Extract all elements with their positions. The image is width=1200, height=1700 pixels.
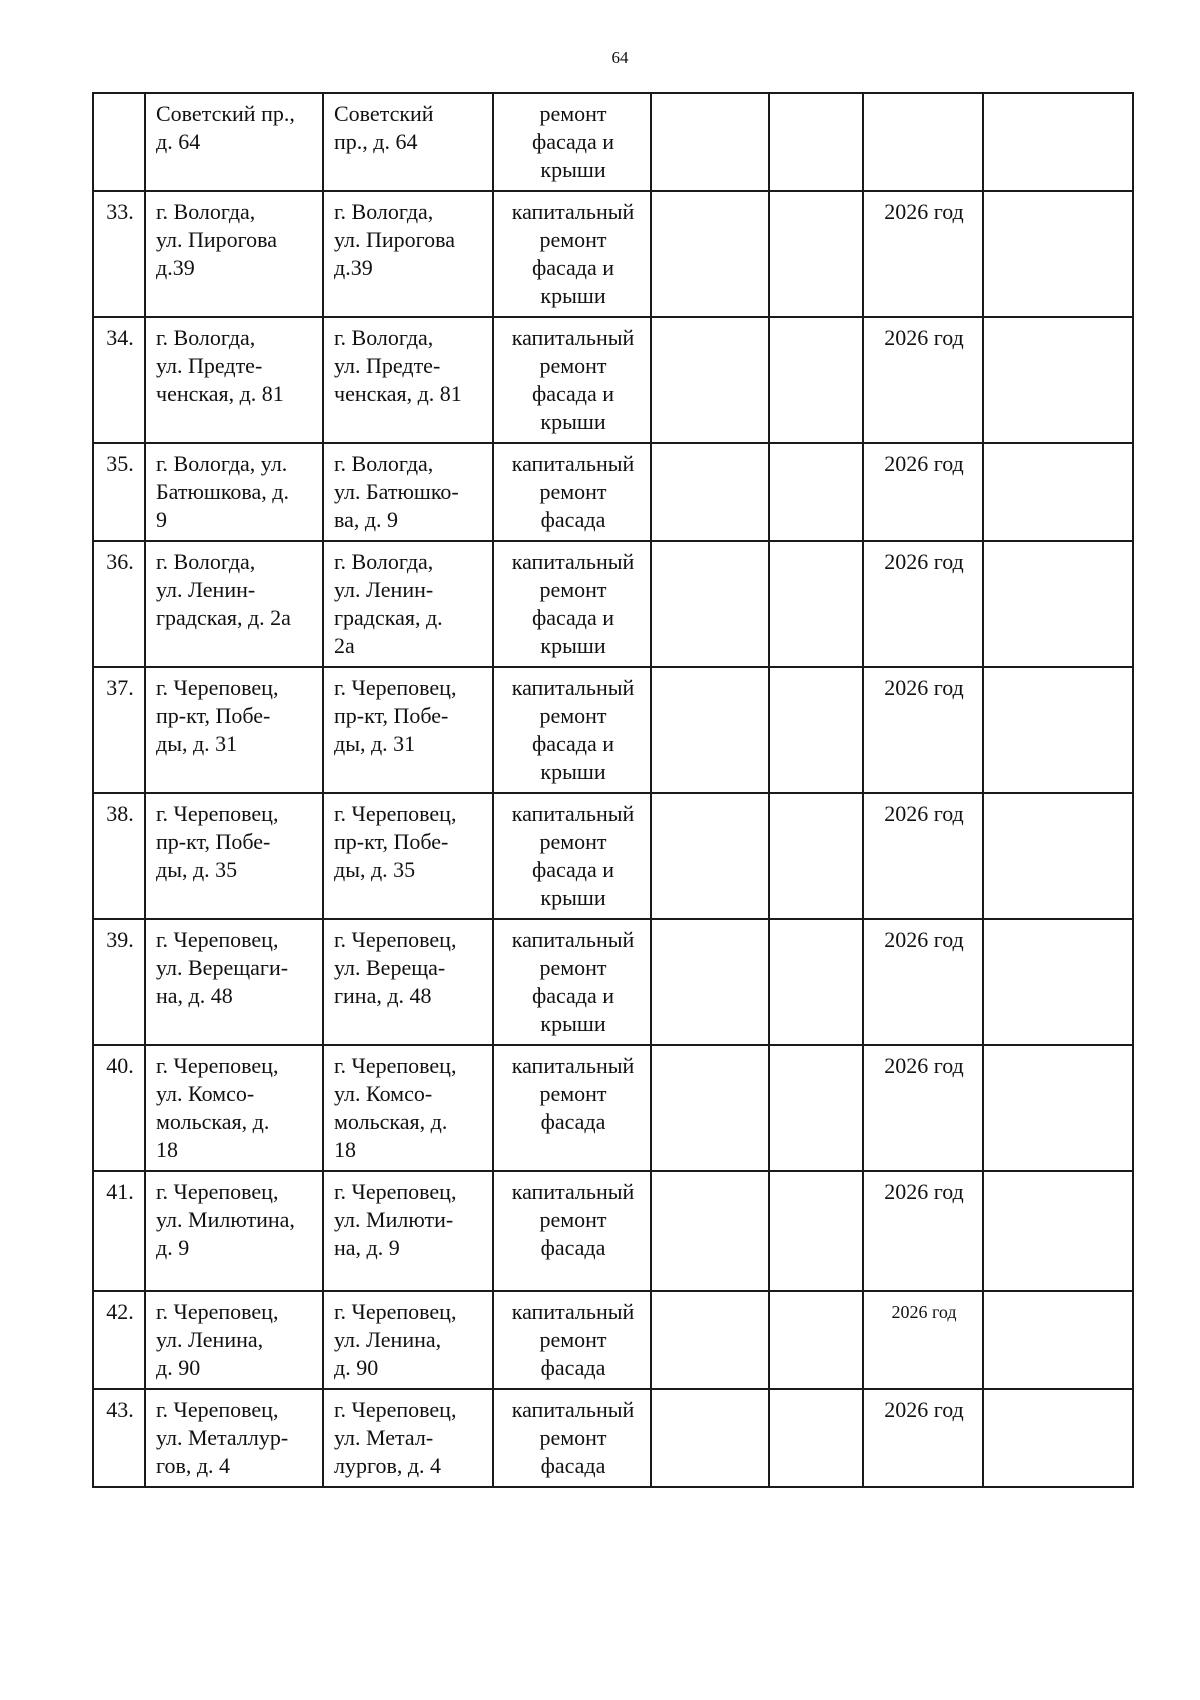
object-address-line: г. Вологда, ул. [156, 451, 288, 476]
row-number: 39. [106, 927, 134, 952]
location-address-line: ул. Ленин- [334, 577, 434, 602]
work-type-line: капитальный [511, 199, 635, 224]
object-address-line: ул. Ленина, [156, 1327, 264, 1352]
object-address-line: градская, д. 2а [156, 605, 291, 630]
empty-cell [769, 93, 863, 191]
table-row [93, 1291, 1133, 1389]
location-address-line: ул. Метал- [334, 1425, 434, 1450]
object-address-line: г. Череповец, [156, 1053, 279, 1078]
object-address-line: ул. Пирогова [156, 227, 278, 252]
work-type-line: крыши [540, 759, 606, 784]
work-type-line: крыши [540, 409, 606, 434]
object-address-line: пр-кт, Побе- [156, 829, 271, 854]
year-cell [863, 443, 983, 541]
completion-year: 2026 год [891, 1302, 957, 1322]
empty-cell [651, 443, 769, 541]
empty-cell [651, 191, 769, 317]
object-address-line: ченская, д. 81 [156, 381, 284, 406]
work-type-line: фасада и [531, 129, 615, 154]
object-address-line: Батюшкова, д. [156, 479, 289, 504]
work-type-line: ремонт [539, 955, 607, 980]
location-address-line: Советский [334, 101, 434, 126]
work-type-cell [493, 443, 651, 541]
work-type-cell [493, 317, 651, 443]
completion-year: 2026 год [884, 1053, 964, 1078]
empty-cell [769, 191, 863, 317]
completion-year: 2026 год [884, 927, 964, 952]
work-type-cell [493, 1045, 651, 1171]
work-type-line: фасада и [531, 255, 615, 280]
year-cell [863, 317, 983, 443]
row-number: 33. [106, 199, 134, 224]
work-type-line: ремонт [539, 353, 607, 378]
row-number-cell [93, 191, 145, 317]
row-number: 43. [106, 1397, 134, 1422]
work-type-line: фасада и [531, 731, 615, 756]
location-address-line: ул. Батюшко- [334, 479, 459, 504]
object-address-cell [145, 191, 323, 317]
work-type-line: крыши [540, 885, 606, 910]
work-type-line: фасада [540, 1355, 606, 1380]
work-type-line: фасада [540, 507, 606, 532]
work-type-line: ремонт [539, 1327, 607, 1352]
work-type-line: фасада [540, 1235, 606, 1260]
work-type-line: ремонт [539, 577, 607, 602]
object-address-line: д. 90 [156, 1355, 201, 1380]
location-address-line: 18 [334, 1137, 356, 1162]
location-address-line: пр., д. 64 [334, 129, 418, 154]
location-address-line: на, д. 9 [334, 1235, 400, 1260]
object-address-line: ды, д. 35 [156, 857, 238, 882]
work-type-cell [493, 919, 651, 1045]
object-address-line: ул. Предте- [156, 353, 263, 378]
object-address-line: г. Череповец, [156, 1299, 279, 1324]
year-cell [863, 1045, 983, 1171]
location-address-line: лургов, д. 4 [334, 1453, 442, 1478]
empty-cell [983, 541, 1133, 667]
empty-cell [983, 93, 1133, 191]
work-type-line: ремонт [539, 101, 607, 126]
work-type-cell [493, 93, 651, 191]
object-address-line: мольская, д. [156, 1109, 270, 1134]
work-type-line: фасада и [531, 983, 615, 1008]
location-address-cell [323, 1389, 493, 1487]
work-type-line: фасада [540, 1453, 606, 1478]
work-type-line: капитальный [511, 801, 635, 826]
location-address-cell [323, 443, 493, 541]
location-address-cell [323, 1291, 493, 1389]
row-number-cell [93, 541, 145, 667]
object-address-cell [145, 93, 323, 191]
location-address-line: ул. Предте- [334, 353, 441, 378]
year-cell [863, 1171, 983, 1291]
object-address-line: гов, д. 4 [156, 1453, 231, 1478]
empty-cell [651, 793, 769, 919]
work-type-line: капитальный [511, 1299, 635, 1324]
row-number: 34. [106, 325, 134, 350]
object-address-cell [145, 1291, 323, 1389]
empty-cell [769, 317, 863, 443]
object-address-line: г. Вологда, [156, 325, 256, 350]
empty-cell [769, 667, 863, 793]
location-address-line: ул. Комсо- [334, 1081, 433, 1106]
row-number-cell [93, 1045, 145, 1171]
table-row [93, 191, 1133, 317]
row-number: 40. [106, 1053, 134, 1078]
completion-year: 2026 год [884, 549, 964, 574]
location-address-cell [323, 191, 493, 317]
location-address-cell [323, 919, 493, 1045]
table-row [93, 1389, 1133, 1487]
row-number-cell [93, 667, 145, 793]
location-address-line: г. Вологда, [334, 451, 434, 476]
object-address-cell [145, 317, 323, 443]
location-address-line: пр-кт, Побе- [334, 829, 449, 854]
object-address-cell [145, 443, 323, 541]
location-address-line: ул. Милюти- [334, 1207, 454, 1232]
empty-cell [769, 919, 863, 1045]
empty-cell [983, 1171, 1133, 1291]
year-cell [863, 191, 983, 317]
row-number-cell [93, 1171, 145, 1291]
work-type-line: капитальный [511, 1179, 635, 1204]
work-type-cell [493, 1389, 651, 1487]
row-number: 37. [106, 675, 134, 700]
location-address-line: г. Вологда, [334, 325, 434, 350]
work-type-line: ремонт [539, 1207, 607, 1232]
row-number: 36. [106, 549, 134, 574]
location-address-line: г. Череповец, [334, 1397, 457, 1422]
row-number-cell [93, 93, 145, 191]
location-address-line: г. Череповец, [334, 801, 457, 826]
table-row [93, 793, 1133, 919]
work-type-line: фасада и [531, 381, 615, 406]
row-number: 41. [106, 1179, 134, 1204]
completion-year: 2026 год [884, 1397, 964, 1422]
location-address-cell [323, 793, 493, 919]
location-address-line: ва, д. 9 [334, 507, 399, 532]
location-address-cell [323, 1171, 493, 1291]
row-number-cell [93, 317, 145, 443]
work-type-cell [493, 793, 651, 919]
location-address-line: г. Череповец, [334, 1179, 457, 1204]
object-address-cell [145, 1045, 323, 1171]
location-address-line: ченская, д. 81 [334, 381, 462, 406]
location-address-line: г. Череповец, [334, 1053, 457, 1078]
work-type-cell [493, 1291, 651, 1389]
location-address-line: градская, д. [334, 605, 443, 630]
work-type-line: капитальный [511, 675, 635, 700]
table-row [93, 443, 1133, 541]
empty-cell [769, 1171, 863, 1291]
year-cell [863, 1291, 983, 1389]
work-type-line: ремонт [539, 479, 607, 504]
work-type-line: капитальный [511, 325, 635, 350]
year-cell [863, 793, 983, 919]
work-type-line: крыши [540, 633, 606, 658]
object-address-line: ул. Комсо- [156, 1081, 255, 1106]
object-address-line: пр-кт, Побе- [156, 703, 271, 728]
completion-year: 2026 год [884, 1179, 964, 1204]
object-address-line: ды, д. 31 [156, 731, 238, 756]
empty-cell [983, 1045, 1133, 1171]
work-type-line: ремонт [539, 1081, 607, 1106]
empty-cell [651, 1389, 769, 1487]
object-address-line: 18 [156, 1137, 178, 1162]
row-number: 38. [106, 801, 134, 826]
object-address-line: д.39 [156, 255, 195, 280]
object-address-cell [145, 541, 323, 667]
location-address-line: пр-кт, Побе- [334, 703, 449, 728]
empty-cell [651, 919, 769, 1045]
empty-cell [983, 919, 1133, 1045]
table-row [93, 1045, 1133, 1171]
location-address-cell [323, 317, 493, 443]
empty-cell [651, 1171, 769, 1291]
object-address-cell [145, 793, 323, 919]
location-address-line: ул. Пирогова [334, 227, 456, 252]
year-cell [863, 93, 983, 191]
empty-cell [983, 793, 1133, 919]
completion-year: 2026 год [884, 675, 964, 700]
empty-cell [651, 541, 769, 667]
object-address-cell [145, 667, 323, 793]
table-body [93, 93, 1133, 1487]
row-number: 35. [106, 451, 134, 476]
location-address-line: г. Череповец, [334, 1299, 457, 1324]
location-address-line: мольская, д. [334, 1109, 448, 1134]
empty-cell [651, 667, 769, 793]
work-type-line: фасада и [531, 857, 615, 882]
completion-year: 2026 год [884, 451, 964, 476]
location-address-line: ул. Верещa- [334, 955, 446, 980]
work-type-line: ремонт [539, 1425, 607, 1450]
location-address-line: 2а [334, 633, 355, 658]
table-row [93, 93, 1133, 191]
object-address-line: д. 9 [156, 1235, 190, 1260]
empty-cell [651, 1045, 769, 1171]
object-address-line: на, д. 48 [156, 983, 233, 1008]
location-address-line: ды, д. 35 [334, 857, 416, 882]
empty-cell [769, 541, 863, 667]
object-address-line: ул. Ленин- [156, 577, 256, 602]
year-cell [863, 667, 983, 793]
year-cell [863, 919, 983, 1045]
page-number: 64 [611, 48, 629, 67]
object-address-line: г. Вологда, [156, 199, 256, 224]
location-address-cell [323, 541, 493, 667]
object-address-line: г. Череповец, [156, 1397, 279, 1422]
object-address-line: ул. Милютина, [156, 1207, 295, 1232]
empty-cell [651, 317, 769, 443]
row-number-cell [93, 1389, 145, 1487]
work-type-line: капитальный [511, 1397, 635, 1422]
location-address-line: ды, д. 31 [334, 731, 416, 756]
work-type-line: крыши [540, 1011, 606, 1036]
row-number-cell [93, 919, 145, 1045]
work-type-line: капитальный [511, 451, 635, 476]
location-address-line: гина, д. 48 [334, 983, 432, 1008]
work-type-line: капитальный [511, 927, 635, 952]
location-address-line: д. 90 [334, 1355, 379, 1380]
empty-cell [983, 1291, 1133, 1389]
empty-cell [651, 93, 769, 191]
work-type-cell [493, 191, 651, 317]
object-address-cell [145, 919, 323, 1045]
object-address-line: ул. Металлур- [156, 1425, 289, 1450]
empty-cell [769, 1045, 863, 1171]
work-type-line: фасада и [531, 605, 615, 630]
work-type-cell [493, 541, 651, 667]
completion-year: 2026 год [884, 325, 964, 350]
empty-cell [983, 667, 1133, 793]
object-address-line: 9 [156, 507, 167, 532]
table-row [93, 667, 1133, 793]
work-type-line: капитальный [511, 549, 635, 574]
location-address-line: г. Вологда, [334, 199, 434, 224]
completion-year: 2026 год [884, 801, 964, 826]
work-type-line: капитальный [511, 1053, 635, 1078]
empty-cell [769, 443, 863, 541]
work-type-line: крыши [540, 157, 606, 182]
location-address-line: г. Череповец, [334, 927, 457, 952]
work-type-cell [493, 1171, 651, 1291]
work-type-line: фасада [540, 1109, 606, 1134]
empty-cell [769, 1291, 863, 1389]
repair-register-table [92, 92, 1134, 1488]
location-address-cell [323, 93, 493, 191]
year-cell [863, 1389, 983, 1487]
row-number-cell [93, 443, 145, 541]
table-row [93, 317, 1133, 443]
work-type-line: крыши [540, 283, 606, 308]
empty-cell [983, 1389, 1133, 1487]
table-row [93, 919, 1133, 1045]
object-address-line: г. Череповец, [156, 927, 279, 952]
empty-cell [769, 793, 863, 919]
object-address-line: ул. Верещаги- [156, 955, 289, 980]
location-address-line: д.39 [334, 255, 373, 280]
empty-cell [769, 1389, 863, 1487]
table-row [93, 541, 1133, 667]
empty-cell [983, 317, 1133, 443]
work-type-line: ремонт [539, 829, 607, 854]
location-address-line: г. Череповец, [334, 675, 457, 700]
object-address-line: д. 64 [156, 129, 201, 154]
empty-cell [983, 191, 1133, 317]
work-type-cell [493, 667, 651, 793]
object-address-line: Советский пр., [156, 101, 295, 126]
row-number-cell [93, 1291, 145, 1389]
object-address-cell [145, 1389, 323, 1487]
table-row [93, 1171, 1133, 1291]
object-address-line: г. Череповец, [156, 1179, 279, 1204]
object-address-line: г. Череповец, [156, 675, 279, 700]
empty-cell [983, 443, 1133, 541]
location-address-cell [323, 667, 493, 793]
location-address-cell [323, 1045, 493, 1171]
location-address-line: ул. Ленина, [334, 1327, 442, 1352]
row-number-cell [93, 793, 145, 919]
completion-year: 2026 год [884, 199, 964, 224]
work-type-line: ремонт [539, 703, 607, 728]
object-address-line: г. Череповец, [156, 801, 279, 826]
empty-cell [651, 1291, 769, 1389]
location-address-line: г. Вологда, [334, 549, 434, 574]
row-number: 42. [106, 1299, 134, 1324]
work-type-line: ремонт [539, 227, 607, 252]
object-address-cell [145, 1171, 323, 1291]
object-address-line: г. Вологда, [156, 549, 256, 574]
year-cell [863, 541, 983, 667]
